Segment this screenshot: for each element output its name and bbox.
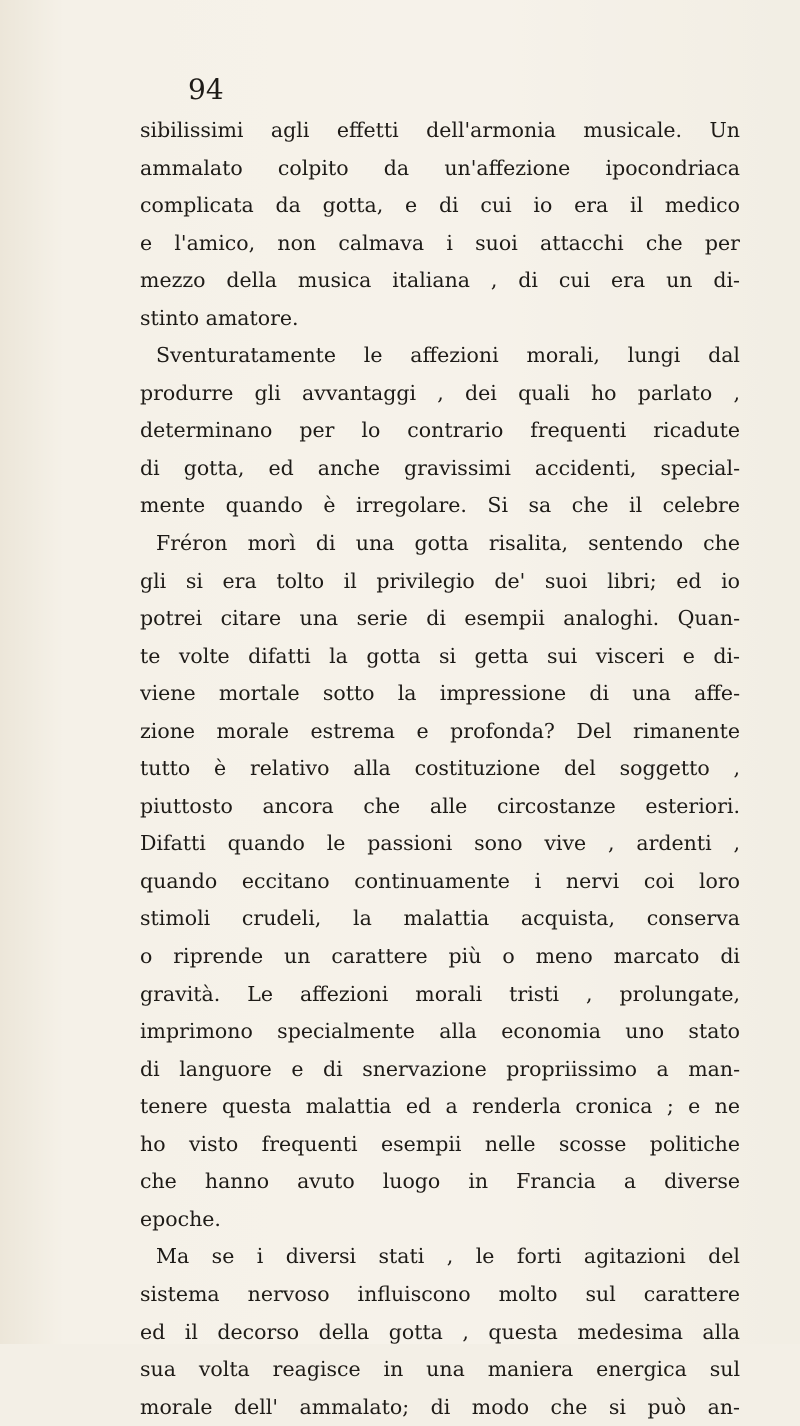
text-line: Sventuratamente le affezioni morali, lungi dal — [156, 343, 740, 368]
text-line: complicata da gotta, e di cui io era il medico — [140, 193, 740, 218]
text-line: che hanno avuto luogo in Francia a diverse — [140, 1169, 740, 1194]
text-line: zione morale estrema e profonda? Del rimanente — [140, 718, 740, 743]
text-line: ammalato colpito da un'affezione ipocondriaca — [140, 155, 740, 180]
body-text — [140, 112, 740, 1426]
text-line: imprimono specialmente alla economia uno stato — [140, 1019, 740, 1044]
text-line: quando eccitano continuamente i nervi coi loro — [140, 868, 740, 893]
text-line: sibilissimi agli effetti dell'armonia musicale. Un — [140, 118, 740, 142]
text-line: morale dell' ammalato; di modo che si può an- — [140, 1394, 740, 1419]
text-line: di languore e di snervazione propriissimo a man- — [140, 1056, 740, 1081]
text-line: gli si era tolto il privilegio de' suoi libri; ed io — [140, 568, 740, 593]
text-line: viene mortale sotto la impressione di una affe- — [140, 681, 740, 706]
text-line: determinano per lo contrario frequenti ricadute — [140, 418, 740, 443]
text-line: Fréron morì di una gotta risalita, sentendo che — [156, 531, 740, 556]
text-line: ho visto frequenti esempii nelle scosse politiche — [140, 1131, 740, 1156]
text-line: e l'amico, non calmava i suoi attacchi che per — [140, 230, 740, 255]
text-line: produrre gli avvantaggi , dei quali ho parlato , — [140, 380, 740, 405]
page-number: 94 — [188, 73, 224, 106]
text-line: potrei citare una serie di esempii analoghi. Quan- — [140, 606, 740, 631]
text-line: stinto amatore. — [140, 305, 299, 330]
text-line: tenere questa malattia ed a renderla cronica ; e ne — [140, 1094, 740, 1119]
text-line: stimoli crudeli, la malattia acquista, conserva — [140, 906, 740, 931]
text-line: o riprende un carattere più o meno marcato di — [140, 944, 740, 969]
text-line: Ma se i diversi stati , le forti agitazioni del — [156, 1244, 740, 1269]
text-line: mezzo della musica italiana , di cui era un di- — [140, 268, 740, 293]
text-line: mente quando è irregolare. Si sa che il celebre — [140, 493, 740, 518]
text-line: tutto è relativo alla costituzione del soggetto , — [140, 756, 740, 781]
text-line: sua volta reagisce in una maniera energica sul — [140, 1357, 740, 1382]
text-line: gravità. Le affezioni morali tristi , prolungate, — [140, 981, 740, 1006]
text-line: te volte difatti la gotta si getta sui visceri e di- — [140, 643, 740, 668]
text-line: Difatti quando le passioni sono vive , ardenti , — [140, 831, 740, 856]
text-line: epoche. — [140, 1206, 221, 1231]
text-line: piuttosto ancora che alle circostanze esteriori. — [140, 793, 740, 818]
text-line: di gotta, ed anche gravissimi accidenti, special- — [140, 455, 740, 480]
text-line: ed il decorso della gotta , questa medesima alla — [140, 1319, 740, 1344]
text-line: sistema nervoso influiscono molto sul carattere — [140, 1281, 740, 1306]
